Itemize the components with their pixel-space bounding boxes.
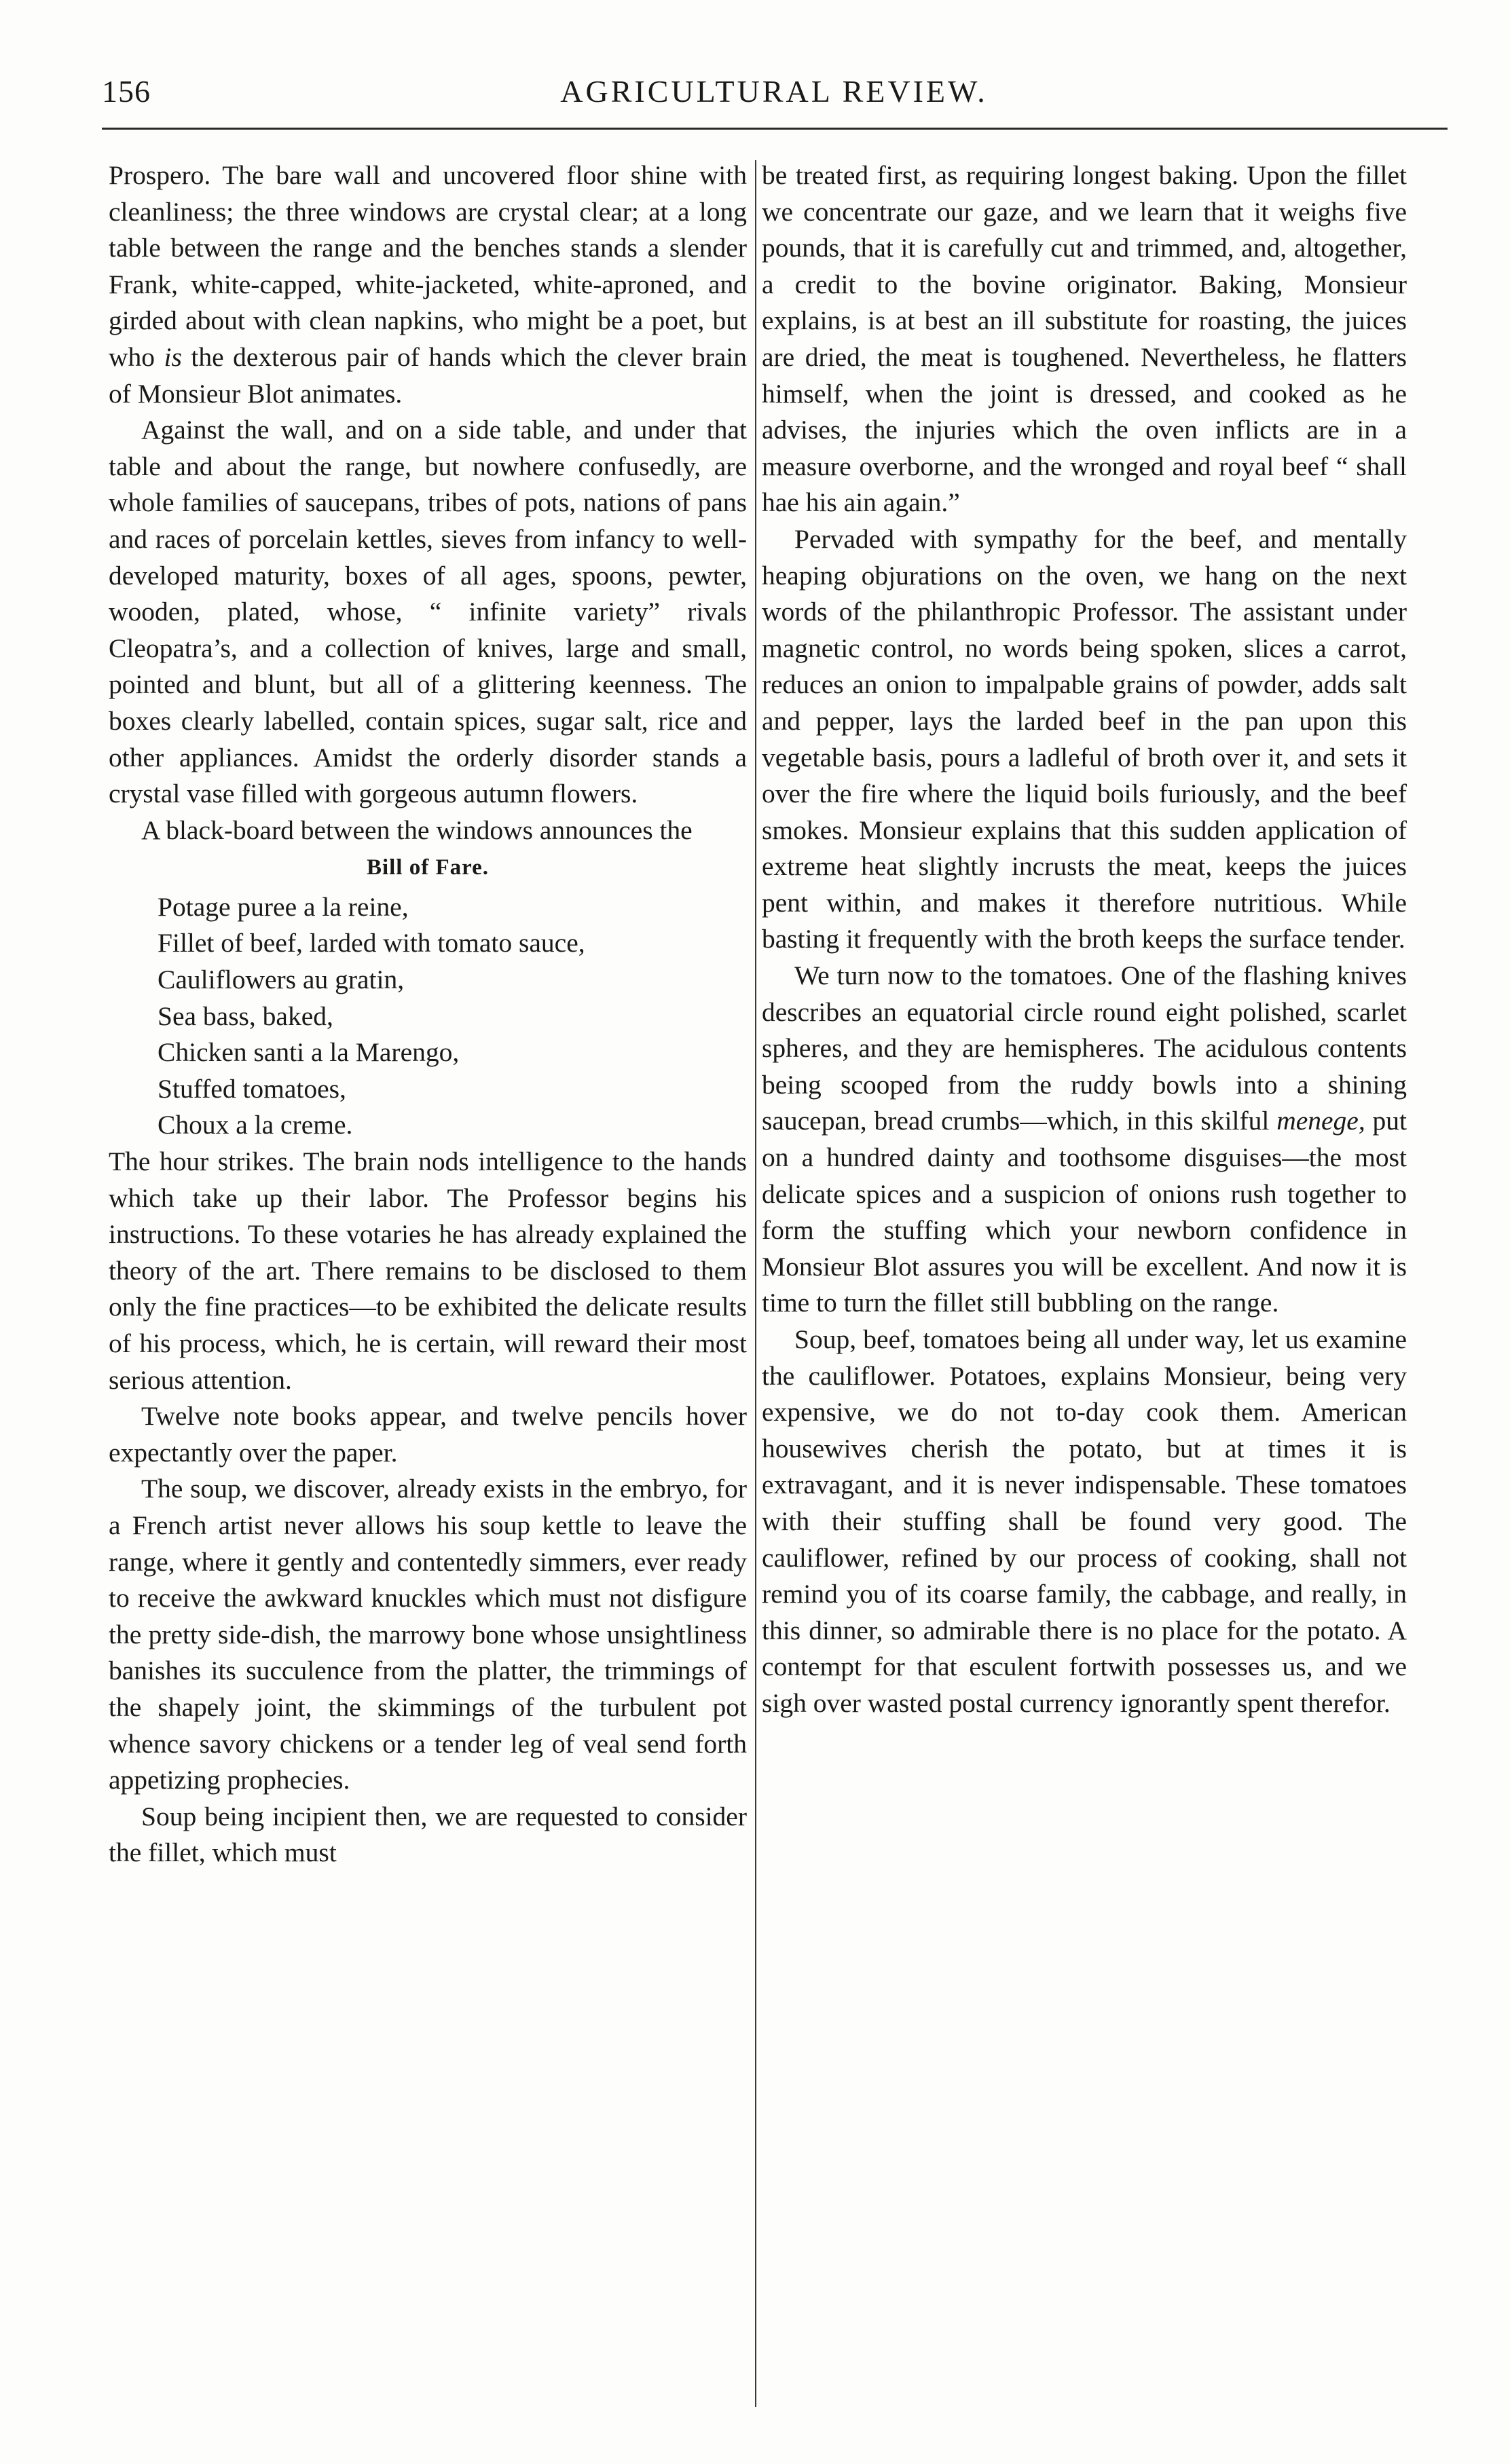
right-paragraph-1: be treated first, as requiring longest baking. Upon the fillet we concentrate our gaze, and we learn that it weighs five pounds, that it is carefully cut and trimmed, and, altogether, a credit to the bovine originator. Baking, Monsieur explains, is at best an ill substitute for roasting, the juices are dried, the meat is toughened. Nevertheless, he flatters himself, when the joint is dressed, and cooked as he advises, the injuries which the oven inflicts are in a measure overborne, and the wronged and royal beef “ shall hae his ain again.” (762, 160, 1407, 518)
right-paragraph-2: Pervaded with sympathy for the beef, and mentally heaping objurations on the oven, we hang on the next words of the philanthropic Professor. The assistant under magnetic control, no words being spoken, slices a carrot, reduces an onion to impalpable grains of powder, adds salt and pepper, lays the larded beef in the pan upon this vegetable basis, pours a ladleful of broth over it, and sets it over the fire where the liquid boils furiously, and the beef smokes. Monsieur explains that this sudden application of extreme heat slightly incrusts the meat, keeps the juices pent within, and makes it therefore nutritious. While basting it frequently with the broth keeps the surface tender. (762, 523, 1407, 954)
menu-item: Choux a la creme. (158, 1110, 353, 1140)
emphasis-menege: menege, (1276, 1106, 1365, 1136)
column-divider (755, 160, 756, 2407)
menu-item: Chicken santi a la Marengo, (158, 1037, 460, 1068)
left-column (109, 157, 747, 2411)
right-paragraph-3-end: put on a hundred dainty and toothsome disguises—the most delicate spices and a suspicion of onions rush together to form the stuffing which your newborn confidence in Monsieur Blot assures you will be excellent. And now it is time to turn the fillet still bubbling on the range. (762, 1106, 1407, 1318)
left-paragraph-7: Soup being incipient then, we are requested to consider the fillet, which must (109, 1801, 747, 1868)
menu-item: Stuffed tomatoes, (158, 1073, 346, 1104)
menu-item: Cauliflowers au gratin, (158, 965, 405, 995)
left-paragraph-6: The soup, we discover, already exists in the embryo, for a French artist never allows his soup kettle to leave the range, where it gently and contentedly simmers, ever ready to receive the awkward knuckles which must not disfigure the pretty side-dish, the marrowy bone whose unsightliness banishes its succulence from the platter, the trimmings of the shapely joint, the skimmings of the turbulent pot whence savory chickens or a tender leg of veal send forth appetizing prophecies. (109, 1474, 747, 1795)
emphasis-is: is (164, 341, 182, 372)
left-paragraph-2: Against the wall, and on a side table, and under that table and about the range, but nowhere confusedly, are whole families of saucepans, tribes of pots, nations of pans and races of porcelain kettles, sieves from infancy to well-developed maturity, boxes of all ages, spoons, pewter, wooden, plated, whose, “ infinite variety” rivals Cleopatra’s, and a collection of knives, large and small, pointed and blunt, but all of a glittering keenness. The boxes clearly labelled, contain spices, sugar salt, rice and other appliances. Amidst the orderly disorder stands a crystal vase filled with gorgeous autumn flowers. (109, 415, 747, 809)
page-number: 156 (102, 74, 151, 109)
running-title: AGRICULTURAL REVIEW. (560, 74, 988, 109)
left-paragraph-1-text: Prospero. The bare wall and uncovered floor shine with cleanliness; the three windows are crystal clear; at a long table between the range and the benches stands a slender Frank, white-capped, white-jacketed, white-aproned, and girded about with clean napkins, who might be a poet, but who (109, 160, 747, 372)
menu-item: Sea bass, baked, (158, 1001, 333, 1031)
left-paragraph-4: The hour strikes. The brain nods intelligence to the hands which take up their labor. The Professor begins his instructions. To these votaries he has already explained the theory of the art. There remains to be disclosed to them only the fine practices—to be exhibited the delicate results of his process, which, he is certain, will reward their most serious attention. (109, 1146, 747, 1395)
bill-of-fare-heading: Bill of Fare. (366, 855, 490, 880)
header-rule (102, 128, 1448, 130)
right-column (762, 157, 1407, 2411)
menu-item: Fillet of beef, larded with tomato sauce, (158, 928, 585, 958)
right-paragraph-4: Soup, beef, tomatoes being all under way, let us examine the cauliflower. Potatoes, explains Monsieur, being very expensive, we do not to-day cook them. American housewives cherish the potato, but at times it is extravagant, and it is never indispensable. These tomatoes with their stuffing shall be found very good. The cauliflower, refined by our process of cooking, shall not remind you of its coarse family, the cabbage, and really, in this dinner, so admirable there is no place for the potato. A contempt for that esculent fortwith possesses us, and we sigh over wasted postal currency ignorantly spent therefor. (762, 1324, 1407, 1718)
bill-of-fare-list (109, 889, 747, 1144)
right-paragraph-3-text: We turn now to the tomatoes. One of the flashing knives describes an equatorial circle round eight polished, scarlet spheres, and they are hemispheres. The acidulous contents being scooped from the ruddy bowls into a shining saucepan, bread crumbs—which, in this skilful (762, 960, 1407, 1136)
left-paragraph-1 (109, 157, 747, 412)
left-paragraph-3: A black-board between the windows announces the (141, 815, 693, 845)
menu-item: Potage puree a la reine, (158, 891, 409, 922)
right-paragraph-3 (762, 958, 1407, 1322)
page-header (102, 73, 1446, 128)
left-paragraph-5: Twelve note books appear, and twelve pencils hover expectantly over the paper. (109, 1401, 747, 1468)
left-paragraph-1-end: the dexterous pair of hands which the clever brain of Monsieur Blot animates. (109, 341, 747, 409)
